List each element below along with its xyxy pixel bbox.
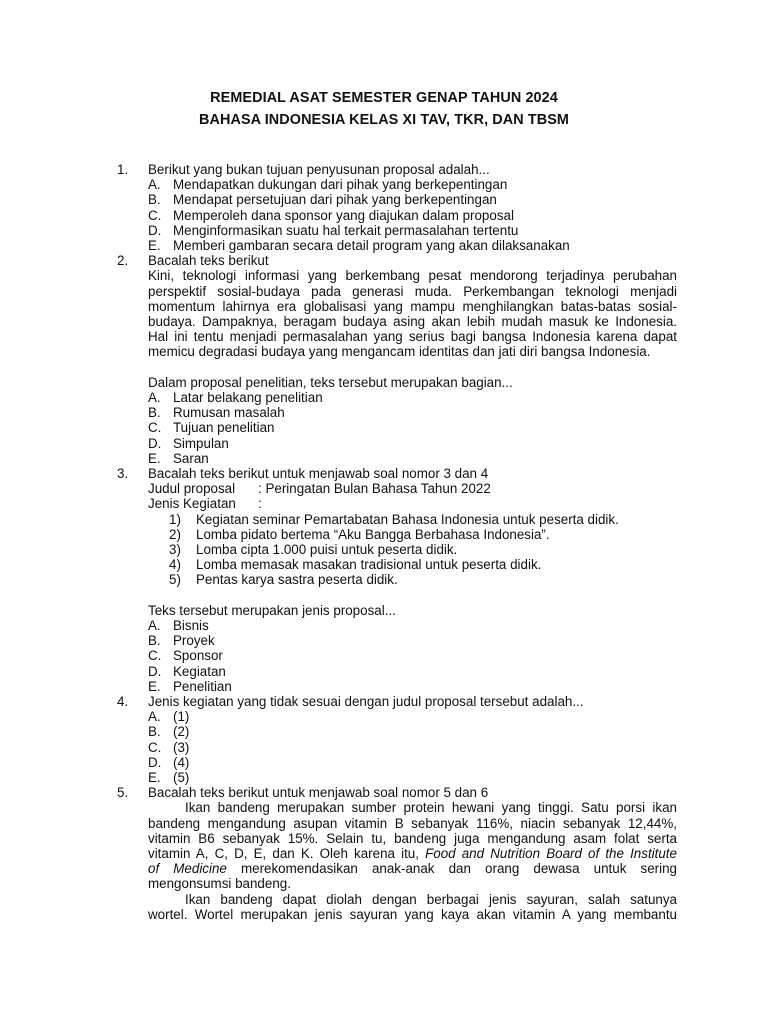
option-b: B. Proyek: [148, 633, 215, 649]
option-e: E. Penelitian: [148, 678, 232, 694]
question-4: [117, 694, 677, 785]
option-c: C. Tujuan penelitian: [148, 420, 275, 436]
option-c: C. Sponsor: [148, 648, 223, 664]
question-1: [117, 162, 677, 253]
question-intro: Bacalah teks berikut untuk menjawab soal nomor 3 dan 4: [148, 465, 489, 481]
activity-item: 1) Kegiatan seminar Pemartabatan Bahasa Indonesia untuk peserta didik.: [169, 511, 619, 527]
option-d: D. (4): [148, 754, 190, 770]
option-e: E. Saran: [148, 450, 209, 466]
activity-item: 5) Pentas karya sastra peserta didik.: [169, 572, 398, 588]
option-d: D. Menginformasikan suatu hal terkait permasalahan tertentu: [148, 222, 519, 238]
activity-item: 3) Lomba cipta 1.000 puisi untuk peserta didik.: [169, 541, 458, 557]
question-text: Jenis kegiatan yang tidak sesuai dengan judul proposal tersebut adalah...: [148, 693, 584, 709]
option-b: B. Rumusan masalah: [148, 405, 285, 421]
activity-item: 2) Lomba pidato bertema “Aku Bangga Berbahasa Indonesia”.: [169, 526, 550, 542]
question-3: [117, 466, 677, 694]
option-a: A. Mendapatkan dukungan dari pihak yang berkepentingan: [148, 177, 508, 193]
question-intro: Bacalah teks berikut untuk menjawab soal nomor 5 dan 6: [148, 785, 489, 801]
activity-type-row: Jenis Kegiatan :: [148, 496, 262, 512]
document-title: REMEDIAL ASAT SEMESTER GENAP TAHUN 2024: [210, 90, 558, 106]
document-subtitle: BAHASA INDONESIA KELAS XI TAV, TKR, DAN TBSM: [198, 112, 570, 128]
question-intro: Bacalah teks berikut: [148, 253, 269, 269]
option-c: C. Memperoleh dana sponsor yang diajukan dalam proposal: [148, 207, 514, 223]
question-text: Berikut yang bukan tujuan penyusunan proposal adalah...: [148, 162, 490, 177]
proposal-title-row: Judul proposal : Peringatan Bulan Bahasa Tahun 2022: [148, 481, 491, 497]
question-number: 1.: [117, 162, 129, 177]
option-d: D. Kegiatan: [148, 663, 226, 679]
question-number: 3.: [117, 465, 129, 481]
question-number: 2.: [117, 253, 129, 269]
question-number: 4.: [117, 693, 129, 709]
activity-item: 4) Lomba memasak masakan tradisional untuk peserta didik.: [169, 557, 542, 573]
reading-passage: Ikan bandeng merupakan sumber protein hewani yang tinggi. Satu porsi ikan bandeng mengandung asupan vitamin B sebanyak 116%, niacin sebanyak 12,44%, vitamin B6 sebanyak 15%. Selain tu, bandeng juga mengandung asam folat serta vitamin A, C, D, E, dan K. Oleh karena itu, Food and Nutrition Board of the Institute of Medicine merekomendasikan anak-anak dan orang dewasa untuk sering mengonsumsi bandeng. Ikan bandeng dapat diolah dengan berbagai jenis sayuran, salah satunya wortel. Wortel merupakan jenis sayuran yang kaya akan vitamin A yang membantu: [148, 800, 677, 922]
question-2: [117, 253, 677, 466]
question-5: [117, 785, 677, 922]
option-a: A. (1): [148, 709, 190, 725]
reading-passage: Kini, teknologi informasi yang berkembang pesat mendorong terjadinya perubahan perspektif sosial-budaya pada generasi muda. Perkembangan teknologi menjadi momentum lahirnya era globalisasi yang mampu menghilangkan batas-batas sosial- budaya. Dampaknya, beragam budaya asing akan lebih mudah masuk ke Indonesia. Hal ini tentu menjadi permasalahan yang serius bagi bangsa Indonesia karena dapat memicu degradasi budaya yang mengancam identitas dan jati diri bangsa Indonesia.: [148, 268, 677, 360]
question-text: Dalam proposal penelitian, teks tersebut merupakan bagian...: [148, 374, 513, 390]
option-b: B. (2): [148, 724, 190, 740]
option-b: B. Mendapat persetujuan dari pihak yang berkepentingan: [148, 192, 497, 208]
option-d: D. Simpulan: [148, 435, 229, 451]
option-a: A. Bisnis: [148, 617, 209, 633]
question-list: [117, 162, 677, 922]
option-e: E. (5): [148, 770, 190, 785]
question-text: Teks tersebut merupakan jenis proposal...: [148, 602, 396, 618]
option-a: A. Latar belakang penelitian: [148, 389, 323, 405]
option-c: C. (3): [148, 739, 190, 755]
question-number: 5.: [117, 785, 129, 801]
option-e: E. Memberi gambaran secara detail program yang akan dilaksanakan: [148, 238, 570, 254]
